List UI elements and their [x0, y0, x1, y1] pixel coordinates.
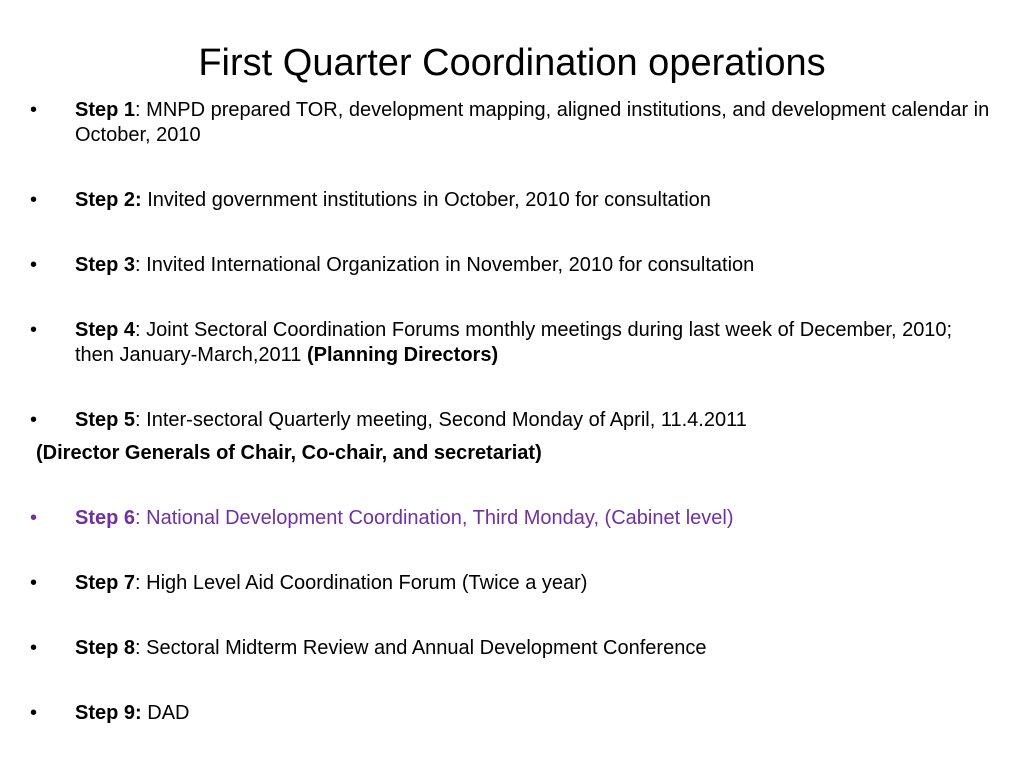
step-7-item — [30, 571, 990, 596]
step-4-bold-suffix: (Planning Directors) — [306, 344, 499, 366]
step-6-text: National Development Coordination, Third Monday, (Cabinet level) — [146, 507, 734, 529]
step-7-text: High Level Aid Coordination Forum (Twice a year) — [146, 572, 588, 594]
bullet-icon: • — [30, 409, 38, 431]
step-2-item — [30, 188, 990, 213]
step-7-body — [75, 571, 990, 596]
step-5-text: Inter-sectoral Quarterly meeting, Second Monday of April, 11.4.2011 — [146, 409, 747, 431]
step-4-label: Step 4 — [75, 319, 136, 341]
bullet-icon: • — [30, 319, 38, 341]
step-3-label: Step 3 — [75, 254, 136, 276]
step-7-label: Step 7 — [75, 572, 136, 594]
step-2-label: Step 2: — [75, 189, 142, 211]
step-8-label: Step 8 — [75, 637, 136, 659]
step-5-separator: : — [135, 409, 147, 431]
step-9-body — [75, 701, 990, 726]
step-7-separator: : — [135, 572, 147, 594]
step-9-label: Step 9: — [75, 702, 142, 724]
step-5-label: Step 5 — [75, 409, 136, 431]
step-8-text: Sectoral Midterm Review and Annual Development Conference — [146, 637, 707, 659]
slide-title: First Quarter Coordination operations — [198, 42, 826, 84]
step-6-label: Step 6 — [75, 507, 136, 529]
bullet-icon: • — [30, 189, 38, 211]
step-1-label: Step 1 — [75, 99, 136, 121]
bullet-icon: • — [30, 99, 38, 121]
step-1-body — [75, 98, 990, 148]
step-3-item — [30, 253, 990, 278]
step-9-item — [30, 701, 990, 726]
step-5-body — [75, 408, 990, 433]
bullet-icon: • — [30, 572, 38, 594]
step-4-separator: : — [135, 319, 147, 341]
step-8-item — [30, 636, 990, 661]
step-8-separator: : — [135, 637, 147, 659]
step-4-body — [75, 318, 990, 368]
step-5-item — [30, 408, 990, 433]
step-8-body — [75, 636, 990, 661]
step-3-body — [75, 253, 990, 278]
step-1-item — [30, 98, 990, 148]
step-5-note: (Director Generals of Chair, Co-chair, and secretariat) — [36, 442, 542, 464]
step-6-item — [30, 506, 990, 531]
step-4-text: Joint Sectoral Coordination Forums monthly meetings during last week of December, 2010; then January-March,2011 — [75, 319, 964, 366]
step-6-body — [75, 506, 990, 531]
bullet-icon: • — [30, 702, 38, 724]
step-1-text: MNPD prepared TOR, development mapping, aligned institutions, and development calendar in October, 2010 — [75, 99, 990, 146]
bullet-icon: • — [30, 507, 38, 529]
step-4-item — [30, 318, 990, 368]
bullet-icon: • — [30, 254, 38, 276]
step-2-body — [75, 188, 990, 213]
step-2-text: Invited government institutions in October, 2010 for consultation — [147, 189, 711, 211]
step-1-separator: : — [135, 99, 147, 121]
step-3-separator: : — [135, 254, 147, 276]
step-3-text: Invited International Organization in November, 2010 for consultation — [146, 254, 755, 276]
step-9-text: DAD — [147, 702, 190, 724]
step-6-separator: : — [135, 507, 147, 529]
bullet-icon: • — [30, 637, 38, 659]
